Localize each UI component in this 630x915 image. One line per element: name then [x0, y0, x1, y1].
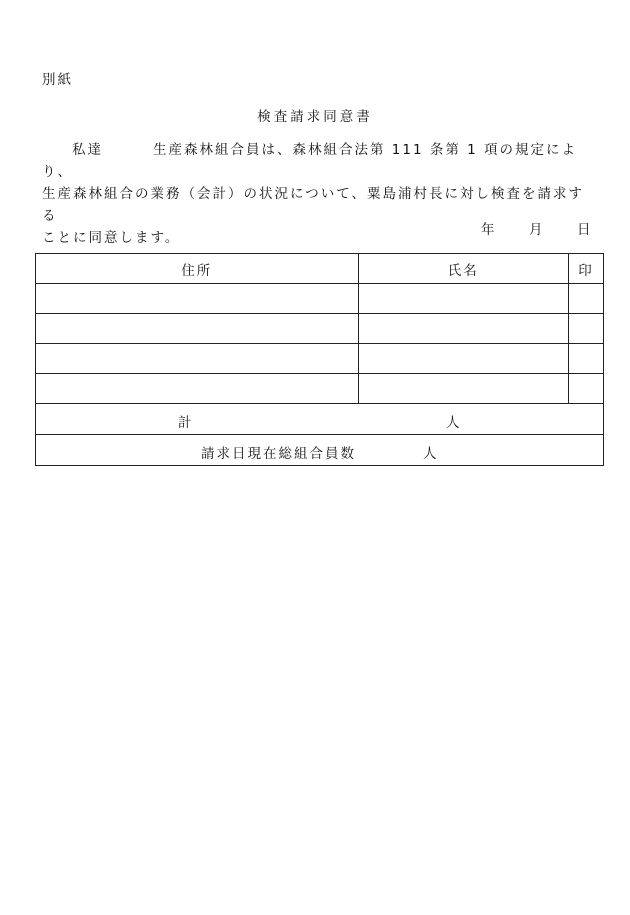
date-day-label: 日	[577, 222, 591, 238]
members-unit: 人	[423, 446, 439, 462]
paragraph-line-1	[42, 139, 598, 183]
attachment-label: 別紙	[42, 72, 73, 88]
table-header-row	[36, 254, 604, 284]
header-seal: 印	[568, 254, 603, 284]
address-cell[interactable]	[36, 374, 359, 404]
address-cell[interactable]	[36, 314, 359, 344]
paragraph-line-2: 生産森林組合の業務（会計）の状況について、粟島浦村長に対し検査を請求する	[42, 186, 584, 224]
document-title: 検査請求同意書	[257, 109, 373, 125]
header-name: 氏名	[358, 254, 568, 284]
total-unit: 人	[446, 415, 462, 431]
seal-cell[interactable]	[568, 374, 603, 404]
name-cell[interactable]	[358, 344, 568, 374]
seal-cell[interactable]	[568, 314, 603, 344]
paragraph-prefix: 私達	[72, 142, 103, 158]
date-year-label: 年	[481, 222, 495, 238]
table-row	[36, 314, 604, 344]
members-label: 請求日現在総組合員数	[201, 446, 356, 462]
consent-paragraph	[42, 139, 598, 249]
total-label: 計	[178, 415, 194, 431]
name-cell[interactable]	[358, 314, 568, 344]
total-row	[36, 404, 604, 435]
table-row	[36, 344, 604, 374]
name-cell[interactable]	[358, 374, 568, 404]
seal-cell[interactable]	[568, 284, 603, 314]
table-row	[36, 374, 604, 404]
members-row	[36, 435, 604, 466]
paragraph-line-3: ことに同意します。	[42, 230, 181, 246]
signature-table	[35, 253, 604, 466]
total-cell	[36, 404, 604, 435]
signature-table-wrapper	[35, 253, 604, 466]
seal-cell[interactable]	[568, 344, 603, 374]
address-cell[interactable]	[36, 344, 359, 374]
address-cell[interactable]	[36, 284, 359, 314]
paragraph-line-1-rest: 生産森林組合員は、森林組合法第 111 条第 1 項の規定により、	[42, 142, 578, 180]
date-month-label: 月	[529, 222, 543, 238]
name-cell[interactable]	[358, 284, 568, 314]
table-row	[36, 284, 604, 314]
header-address: 住所	[36, 254, 359, 284]
members-cell	[36, 435, 604, 466]
